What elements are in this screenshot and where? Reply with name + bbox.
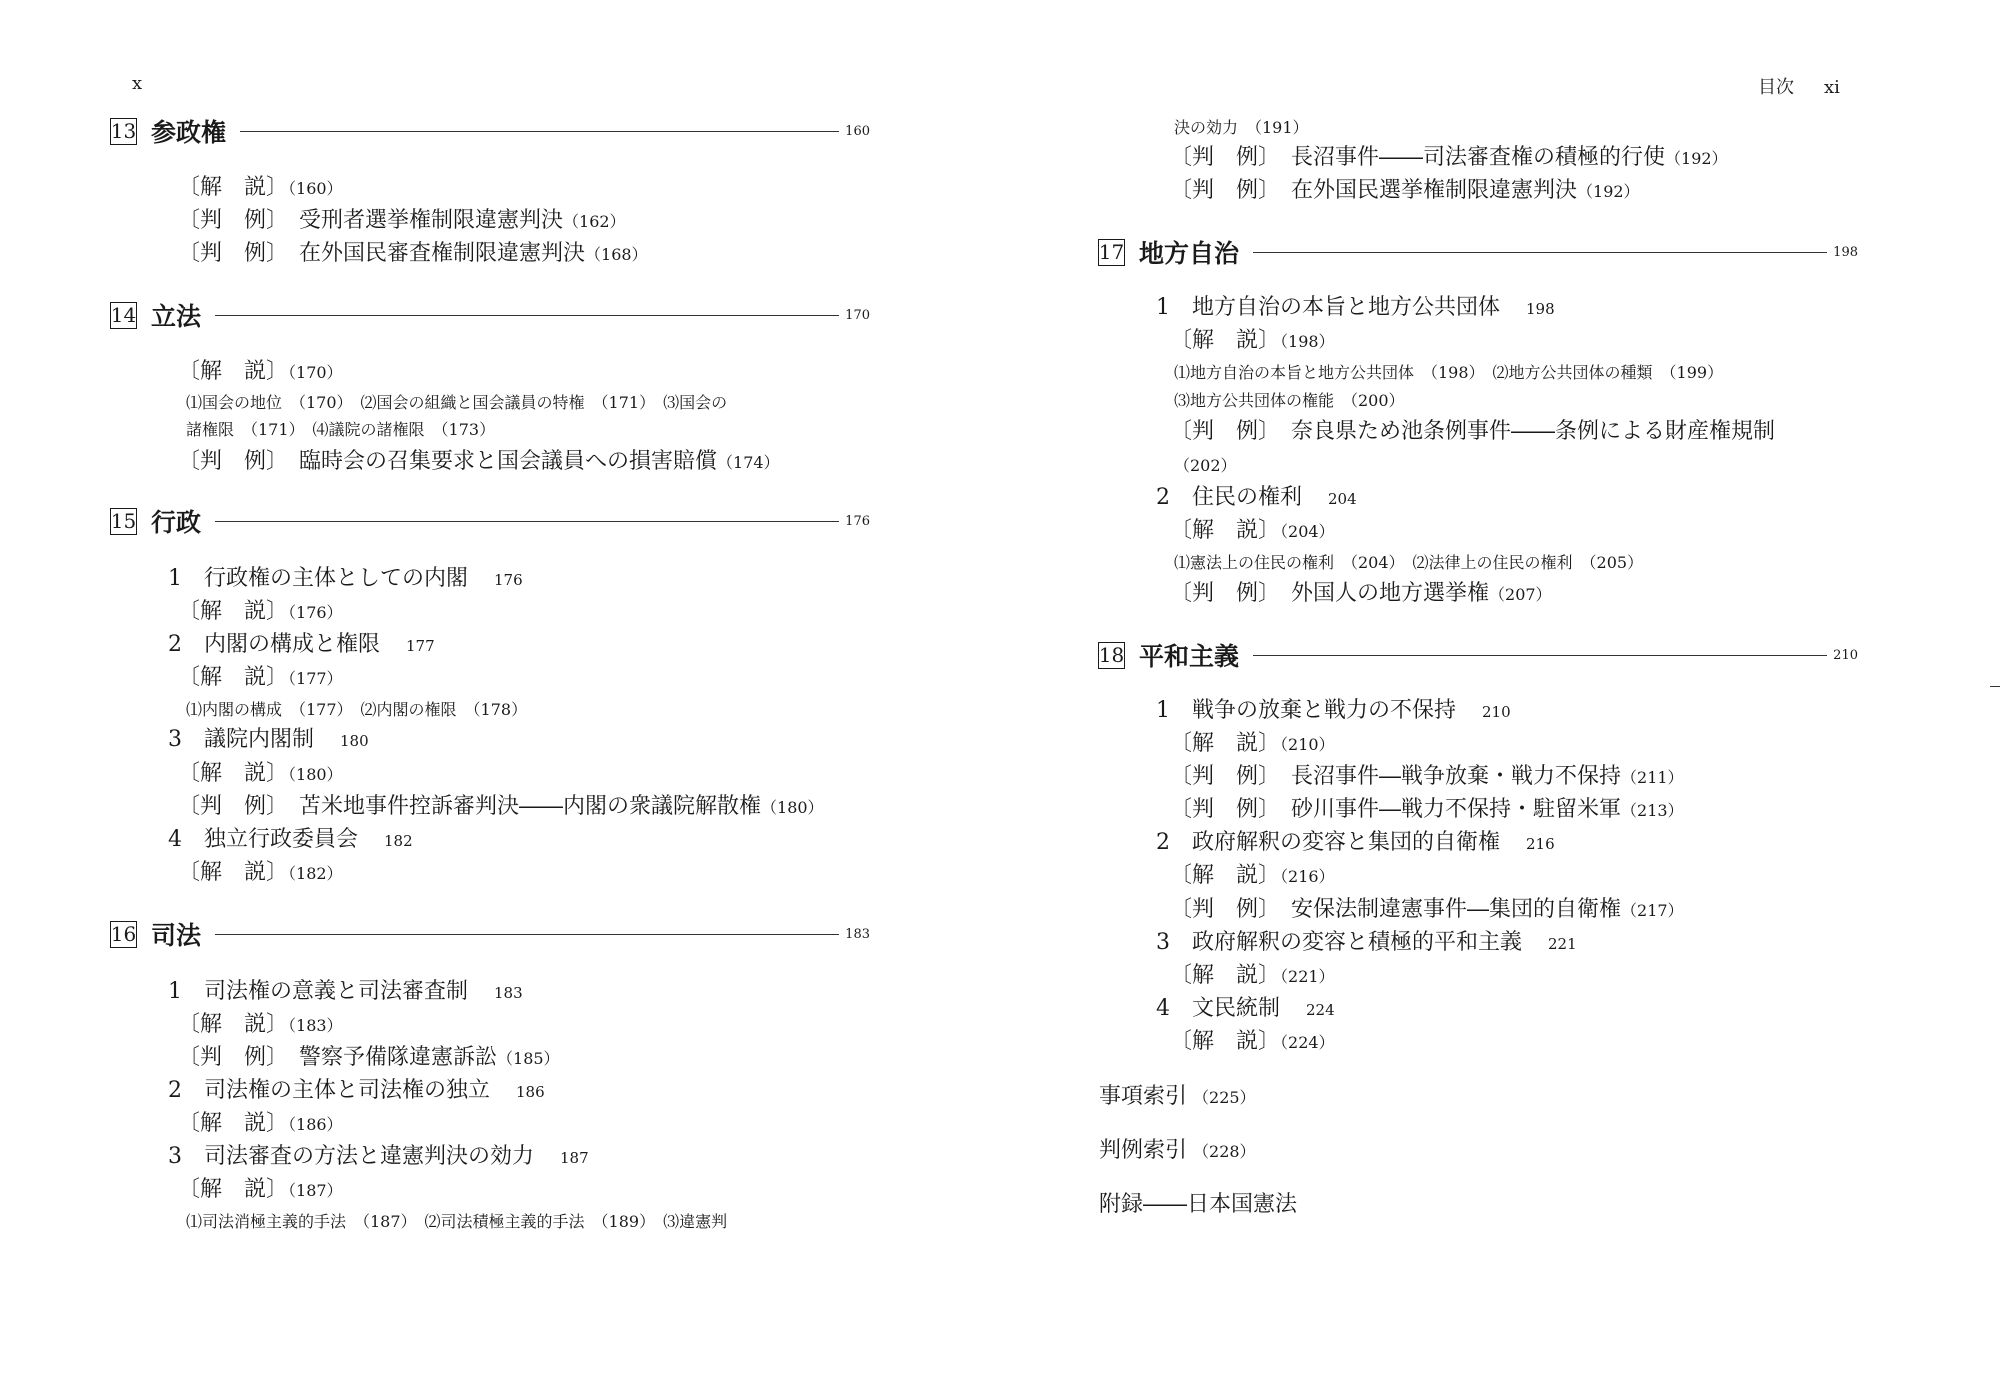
- index-entry: 判例索引 （228）: [1099, 1138, 1256, 1163]
- chapter-number: 13: [110, 119, 137, 143]
- toc-line: 〔判 例〕 長沼事件――司法審査権の積極的行使（192）: [1170, 145, 1728, 170]
- toc-subline: ⑶地方公共団体の権能 （200）: [1174, 391, 1405, 410]
- toc-line-continuation: （202）: [1174, 456, 1237, 475]
- chapter-heading: [110, 113, 870, 149]
- toc-line: 〔判 例〕 受刑者選挙権制限違憲判決（162）: [178, 208, 626, 233]
- toc-line: 〔解 説〕（186）: [178, 1111, 343, 1136]
- toc-line: 〔解 説〕（176）: [178, 599, 343, 624]
- chapter-page: 160: [845, 123, 870, 139]
- toc-line: 〔解 説〕（221）: [1170, 963, 1335, 988]
- toc-section: 2 住民の権利 204: [1156, 485, 1357, 510]
- leader-rule: [1253, 252, 1827, 253]
- toc-section: 1 司法権の意義と司法審査制 183: [168, 979, 523, 1004]
- chapter-number: 17: [1098, 240, 1125, 264]
- toc-line: 〔判 例〕 外国人の地方選挙権（207）: [1170, 581, 1552, 606]
- page-folio: x: [132, 73, 143, 94]
- toc-line: 〔解 説〕（183）: [178, 1012, 343, 1037]
- chapter-heading: [1098, 637, 1858, 673]
- chapter-page: 170: [845, 307, 870, 323]
- toc-subline: ⑴地方自治の本旨と地方公共団体 （198） ⑵地方公共団体の種類 （199）: [1174, 363, 1724, 382]
- chapter-title: 平和主義: [1139, 642, 1240, 671]
- toc-section: 2 司法権の主体と司法権の独立 186: [168, 1078, 545, 1103]
- toc-line: 〔判 例〕 警察予備隊違憲訴訟（185）: [178, 1045, 560, 1070]
- toc-line: 〔判 例〕 在外国民選挙権制限違憲判決（192）: [1170, 178, 1640, 203]
- toc-section: 3 議院内閣制 180: [168, 727, 369, 752]
- chapter-number: 16: [110, 922, 137, 946]
- chapter-heading: [110, 916, 870, 952]
- chapter-number: 18: [1098, 643, 1125, 667]
- toc-line: 〔判 例〕 奈良県ため池条例事件――条例による財産権規制: [1170, 419, 1776, 444]
- leader-rule: [215, 315, 839, 316]
- chapter-title: 地方自治: [1139, 239, 1240, 268]
- toc-line: 〔解 説〕（210）: [1170, 731, 1335, 756]
- running-header: 目次 xi: [1758, 77, 1840, 98]
- toc-line: 〔解 説〕（216）: [1170, 863, 1335, 888]
- right-page: [1000, 0, 2000, 1382]
- toc-section: 2 内閣の構成と権限 177: [168, 632, 435, 657]
- chapter-title: 司法: [151, 921, 202, 950]
- toc-line: 〔解 説〕（182）: [178, 860, 343, 885]
- chapter-heading: [110, 503, 870, 539]
- index-entry: 事項索引 （225）: [1099, 1084, 1256, 1109]
- chapter-page: 198: [1833, 244, 1858, 260]
- appendix-entry: 附録――日本国憲法: [1099, 1192, 1298, 1217]
- toc-line: 〔判 例〕 臨時会の召集要求と国会議員への損害賠償（174）: [178, 449, 780, 474]
- toc-line: 〔解 説〕（187）: [178, 1177, 343, 1202]
- toc-subline: ⑴内閣の構成 （177） ⑵内閣の権限 （178）: [186, 700, 528, 719]
- toc-line: 〔判 例〕 砂川事件―戦力不保持・駐留米軍（213）: [1170, 797, 1684, 822]
- toc-subline: ⑴国会の地位 （170） ⑵国会の組織と国会議員の特権 （171） ⑶国会の: [186, 393, 728, 412]
- toc-section: 3 司法審査の方法と違憲判決の効力 187: [168, 1144, 589, 1169]
- toc-subline: 決の効力 （191）: [1174, 118, 1309, 137]
- toc-subline: ⑴司法消極主義的手法 （187） ⑵司法積極主義的手法 （189） ⑶違憲判: [186, 1212, 728, 1231]
- toc-line: 〔解 説〕（170）: [178, 359, 343, 384]
- toc-line: 〔判 例〕 苫米地事件控訴審判決――内閣の衆議院解散権（180）: [178, 794, 824, 819]
- toc-line: 〔解 説〕（177）: [178, 665, 343, 690]
- leader-rule: [1253, 655, 1827, 656]
- chapter-page: 210: [1833, 647, 1858, 663]
- chapter-title: 行政: [151, 508, 202, 537]
- chapter-heading: [1098, 234, 1858, 270]
- toc-section: 4 文民統制 224: [1156, 996, 1335, 1021]
- toc-section: 3 政府解釈の変容と積極的平和主義 221: [1156, 930, 1577, 955]
- chapter-title: 参政権: [151, 118, 227, 147]
- chapter-title: 立法: [151, 302, 202, 331]
- toc-line: 〔解 説〕（224）: [1170, 1029, 1335, 1054]
- toc-section: 4 独立行政委員会 182: [168, 827, 413, 852]
- chapter-number: 14: [110, 303, 137, 327]
- chapter-page: 183: [845, 926, 870, 942]
- chapter-heading: [110, 297, 870, 333]
- toc-section: 1 地方自治の本旨と地方公共団体 198: [1156, 295, 1555, 320]
- toc-line: 〔判 例〕 在外国民審査権制限違憲判決（168）: [178, 241, 648, 266]
- toc-line: 〔解 説〕（204）: [1170, 518, 1335, 543]
- chapter-page: 176: [845, 513, 870, 529]
- chapter-number: 15: [110, 509, 137, 533]
- toc-line: 〔判 例〕 長沼事件―戦争放棄・戦力不保持（211）: [1170, 764, 1684, 789]
- toc-line: 〔判 例〕 安保法制違憲事件―集団的自衛権（217）: [1170, 897, 1684, 922]
- toc-subline: ⑴憲法上の住民の権利 （204） ⑵法律上の住民の権利 （205）: [1174, 553, 1644, 572]
- leader-rule: [215, 521, 839, 522]
- leader-rule: [215, 934, 839, 935]
- toc-line: 〔解 説〕（160）: [178, 175, 343, 200]
- toc-line: 〔解 説〕（180）: [178, 761, 343, 786]
- toc-section: 1 行政権の主体としての内閣 176: [168, 566, 523, 591]
- toc-line: 〔解 説〕（198）: [1170, 328, 1335, 353]
- toc-section: 2 政府解釈の変容と集団的自衛権 216: [1156, 830, 1555, 855]
- page-edge-mark: [1990, 686, 2000, 687]
- toc-subline: 諸権限 （171） ⑷議院の諸権限 （173）: [186, 420, 496, 439]
- toc-section: 1 戦争の放棄と戦力の不保持 210: [1156, 698, 1511, 723]
- leader-rule: [240, 131, 839, 132]
